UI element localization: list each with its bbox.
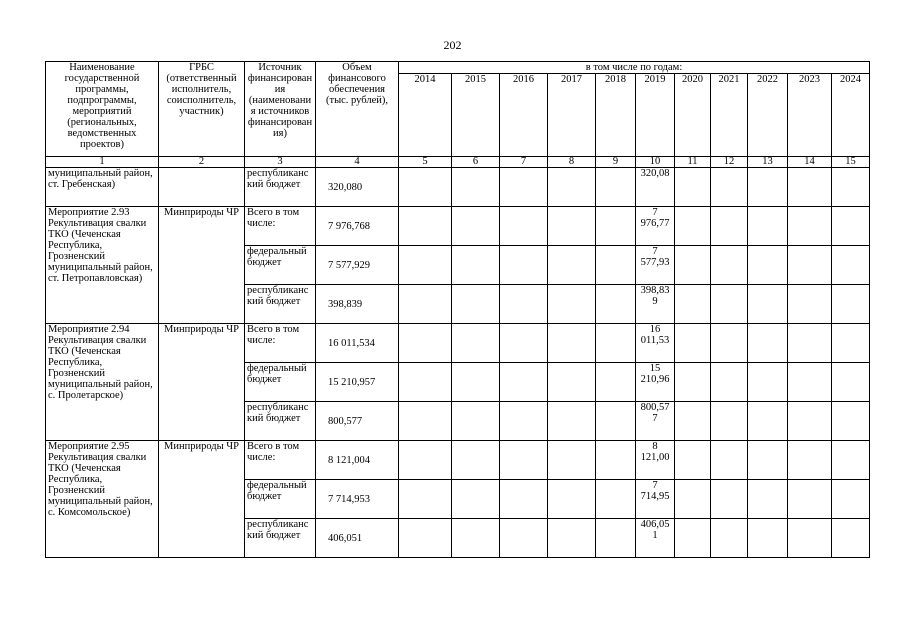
column-number: 3 xyxy=(245,157,316,168)
source-cell: республиканский бюджет xyxy=(245,402,316,441)
column-number: 7 xyxy=(500,157,548,168)
header-year: 2015 xyxy=(452,74,500,157)
header-year: 2016 xyxy=(500,74,548,157)
volume-cell: 800,577 xyxy=(316,402,399,441)
grbs-cell: Минприроды ЧР xyxy=(159,207,245,324)
grbs-cell: Минприроды ЧР xyxy=(159,324,245,441)
measure-name: Мероприятие 2.94 Рекультивация свалки ТКО (Чеченская Республика, Грозненский муниципальный район, с. Пролетарское) xyxy=(46,324,159,441)
source-cell: федеральный бюджет xyxy=(245,363,316,402)
header-grbs: ГРБС (ответственный исполнитель, соисполнитель, участник) xyxy=(159,62,245,157)
source-cell: республиканский бюджет xyxy=(245,285,316,324)
volume-cell: 398,839 xyxy=(316,285,399,324)
header-year: 2019 xyxy=(636,74,675,157)
header-year: 2018 xyxy=(596,74,636,157)
column-number: 11 xyxy=(675,157,711,168)
year-2019-cell: 320,08 xyxy=(636,168,675,207)
header-year: 2014 xyxy=(399,74,452,157)
volume-cell: 320,080 xyxy=(316,168,399,207)
column-number: 6 xyxy=(452,157,500,168)
year-2019-cell: 8 121,00 xyxy=(636,441,675,480)
volume-cell: 406,051 xyxy=(316,519,399,558)
column-number: 8 xyxy=(548,157,596,168)
source-cell: республиканский бюджет xyxy=(245,519,316,558)
column-number: 9 xyxy=(596,157,636,168)
column-number: 4 xyxy=(316,157,399,168)
table-row xyxy=(46,168,870,207)
header-years-caption: в том числе по годам: xyxy=(399,62,870,74)
column-number: 1 xyxy=(46,157,159,168)
table-row xyxy=(46,207,870,246)
measure-name: Мероприятие 2.95 Рекультивация свалки ТКО (Чеченская Республика, Грозненский муниципальный район, с. Комсомольское) xyxy=(46,441,159,558)
year-2019-cell: 16 011,53 xyxy=(636,324,675,363)
header-year: 2017 xyxy=(548,74,596,157)
volume-cell: 16 011,534 xyxy=(316,324,399,363)
header-year: 2021 xyxy=(711,74,748,157)
financing-table xyxy=(45,61,870,558)
source-cell: республиканский бюджет xyxy=(245,168,316,207)
table-row xyxy=(46,324,870,363)
column-number: 2 xyxy=(159,157,245,168)
year-2019-cell: 7 976,77 xyxy=(636,207,675,246)
header-year: 2022 xyxy=(748,74,788,157)
source-cell: Всего в том числе: xyxy=(245,207,316,246)
header-year: 2020 xyxy=(675,74,711,157)
year-2019-cell: 406,051 xyxy=(636,519,675,558)
header-year: 2024 xyxy=(832,74,870,157)
year-2019-cell: 398,839 xyxy=(636,285,675,324)
volume-cell: 7 714,953 xyxy=(316,480,399,519)
year-2019-cell: 7 577,93 xyxy=(636,246,675,285)
year-2019-cell: 7 714,95 xyxy=(636,480,675,519)
column-number: 5 xyxy=(399,157,452,168)
column-number: 10 xyxy=(636,157,675,168)
header-source: Источник финансирования (наименования источников финансирования) xyxy=(245,62,316,157)
volume-cell: 8 121,004 xyxy=(316,441,399,480)
measure-name: муниципальный район, ст. Гребенская) xyxy=(46,168,159,207)
volume-cell: 7 976,768 xyxy=(316,207,399,246)
column-number: 14 xyxy=(788,157,832,168)
header-volume: Объем финансового обеспечения (тыс. рублей), xyxy=(316,62,399,157)
column-number-row xyxy=(46,157,870,168)
measure-name: Мероприятие 2.93 Рекультивация свалки ТКО (Чеченская Республика, Грозненский муниципальный район, ст. Петропавловская) xyxy=(46,207,159,324)
table-row xyxy=(46,441,870,480)
source-cell: федеральный бюджет xyxy=(245,246,316,285)
column-number: 13 xyxy=(748,157,788,168)
source-cell: Всего в том числе: xyxy=(245,324,316,363)
year-2019-cell: 15 210,96 xyxy=(636,363,675,402)
header-year: 2023 xyxy=(788,74,832,157)
year-2019-cell: 800,577 xyxy=(636,402,675,441)
column-number: 12 xyxy=(711,157,748,168)
grbs-cell: Минприроды ЧР xyxy=(159,441,245,558)
volume-cell: 7 577,929 xyxy=(316,246,399,285)
page-number: 202 xyxy=(443,38,462,52)
column-number: 15 xyxy=(832,157,870,168)
header-name: Наименование государственной программы, подпрограммы, мероприятий (региональных, ведомственных проектов) xyxy=(46,62,159,157)
header-row xyxy=(46,62,870,74)
source-cell: федеральный бюджет xyxy=(245,480,316,519)
volume-cell: 15 210,957 xyxy=(316,363,399,402)
source-cell: Всего в том числе: xyxy=(245,441,316,480)
